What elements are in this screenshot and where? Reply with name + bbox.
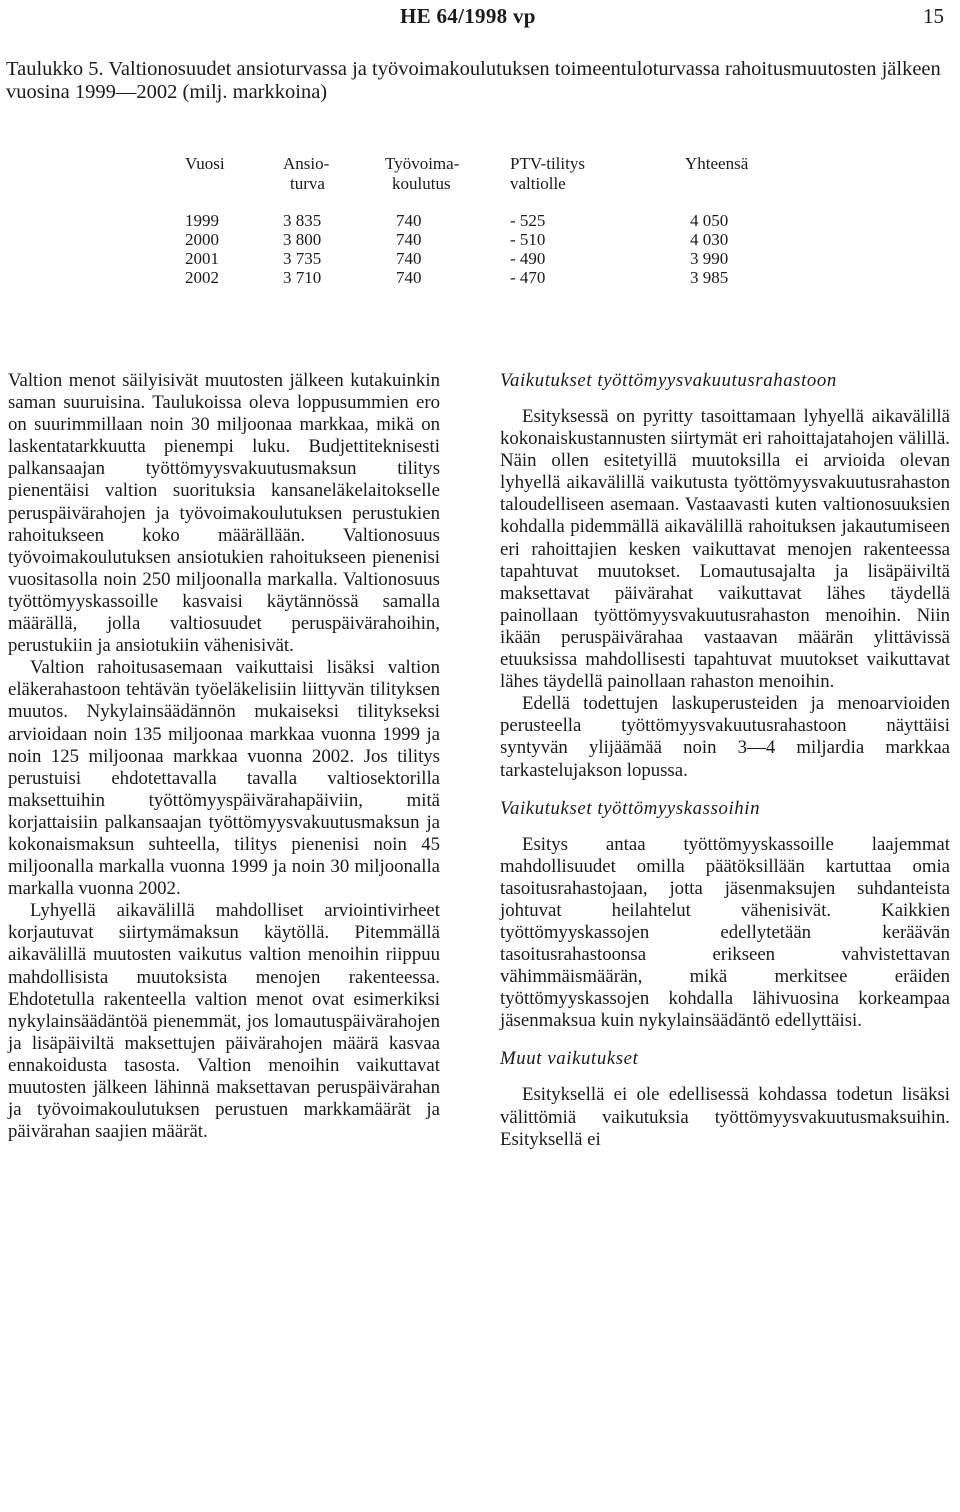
column-header-total: Yhteensä	[685, 154, 749, 173]
table-caption: Taulukko 5. Valtionosuudet ansioturvassa ja työvoimakoulutuksen toimeentuloturvassa rahoitusmuutosten jälkeen vuosina 1999—2002 (milj. markkoina)	[6, 58, 941, 103]
body-paragraph: Esityksellä ei ole edellisessä kohdassa todetun lisäksi välittömiä vaikutuksia työttömyysvakuutusmaksuihin. Esityksellä ei	[500, 1084, 950, 1150]
table-cell-ptv: - 490	[510, 249, 546, 268]
table-cell-ansioturva: 3 710	[283, 268, 322, 287]
page-header	[0, 4, 960, 30]
table-cell-ptv: - 510	[510, 230, 546, 249]
section-heading: Vaikutukset työttömyyskassoihin	[500, 797, 761, 819]
table-cell-year: 1999	[185, 211, 219, 230]
column-header-year: Vuosi	[185, 154, 225, 173]
section-heading: Muut vaikutukset	[500, 1048, 639, 1070]
column-header-ansioturva-line1: Ansio-	[283, 154, 330, 173]
table-cell-tyovoimakoulutus: 740	[396, 211, 422, 230]
table-cell-ansioturva: 3 835	[283, 211, 322, 230]
page-number: 15	[923, 4, 944, 28]
table-cell-year: 2002	[185, 268, 219, 287]
column-header-ptv-line1: PTV-tilitys	[510, 154, 585, 173]
table-cell-year: 2000	[185, 230, 219, 249]
body-paragraph: Esityksessä on pyritty tasoittamaan lyhyellä aikavälillä kokonaiskustannusten siirtymät eri rahoittajatahojen välillä. Näin ollen esitetyillä muutoksilla ei arvioida olevan lyhyellä aikavälillä vaikutusta työttömyysvakuutusrahaston taloudelliseen asemaan. Vastaavasti kuten valtionosuuksien kohdalla pidemmällä aikavälillä rahoituksen jakautumiseen eri rahoittajien kesken vaikuttavat menojen rakenteessa tapahtuvat muutokset. Lomautusajalta ja lisäpäiviltä maksettavat päivärahat vaikuttavat lähes täydellä painollaan työttömyysvakuutusrahaston menoihin. Niin ikään peruspäivärahaa vastaavan määrän ylittävissä etuuksissa mahdollisesti tapahtuvat muutokset vaikuttavat lähes täydellä painollaan rahaston menoihin.	[500, 406, 950, 693]
left-column	[8, 370, 440, 1143]
body-paragraph: Lyhyellä aikavälillä mahdolliset arviointivirheet korjautuvat siirtymämaksun käytöllä. Pitemmällä aikavälillä muutosten vaikutus valtion menoihin riippuu mahdollisista muutoksista menojen rakenteessa. Ehdotetulla rakenteella valtion menot ovat esimerkiksi nykylainsäädäntöä pienemmät, jos lomautuspäivärahojen ja lisäpäiviltä maksettujen päivärahojen määrä kasvaa ennakoidusta tasosta. Valtion menoihin vaikuttavat muutosten jälkeen lähinnä maksettavan peruspäivärahan ja työvoimakoulutuksen perustuen markkamäärät ja päivärahan saajien määrät.	[8, 900, 440, 1143]
table-cell-total: 3 985	[690, 268, 729, 287]
column-header-ansioturva-line2: turva	[290, 174, 325, 193]
table-cell-tyovoimakoulutus: 740	[396, 268, 422, 287]
table-cell-total: 4 030	[690, 230, 729, 249]
table-cell-ptv: - 525	[510, 211, 546, 230]
table-cell-ansioturva: 3 735	[283, 249, 322, 268]
body-paragraph: Edellä todettujen laskuperusteiden ja menoarvioiden perusteella työttömyysvakuutusrahastoon näyttäisi syntyvän ylijäämää noin 3—4 miljardia markkaa tarkastelujakson lopussa.	[500, 693, 950, 781]
column-header-tyovoimakoulutus-line1: Työvoima-	[385, 154, 460, 173]
body-paragraph: Valtion menot säilyisivät muutosten jälkeen kutakuinkin saman suuruisina. Taulukoissa oleva loppusummien ero on suurimmillaan noin 30 miljoonaa markkaa, mikä on laskentatarkkuutta pienempi luku. Budjettiteknisesti palkansaajan työttömyysvakuutusmaksun tilitys pienentäisi valtion suorituksia kansaneläkelaitokselle peruspäivärahojen ja työvoimakoulutuksen perustukien rahoitukseen koko määrällään. Valtionosuus työvoimakoulutuksen ansiotukien rahoitukseen pienenisi vuositasolla noin 250 miljoonalla markalla. Valtionosuus työttömyyskassoille kasvaisi käytännössä samalla määrällä, jolla valtiosuudet peruspäivärahoihin, perustukiin ja ansiotukiin vähenisivät.	[8, 370, 440, 657]
table-cell-tyovoimakoulutus: 740	[396, 249, 422, 268]
body-paragraph: Esitys antaa työttömyyskassoille laajemmat mahdollisuudet omilla päätöksillään kartuttaa omia tasoitusrahastojaan, jotta jäsenmaksujen suhdanteista johtuvat heilahtelut vähenisivät. Kaikkien työttömyyskassojen edellytetään keräävän tasoitusrahastoonsa erikseen vahvistettavan vähimmäismäärän, mikä merkitsee eräiden työttömyyskassojen kohdalla lähivuosina korkeampaa jäsenmaksua kuin nykylainsäädäntö edellyttäisi.	[500, 833, 950, 1032]
right-column	[500, 370, 950, 1151]
table-cell-total: 3 990	[690, 249, 729, 268]
body-paragraph: Valtion rahoitusasemaan vaikuttaisi lisäksi valtion eläkerahastoon tehtävän työeläkelisiin liittyvän tilityksen muutos. Nykylainsäädännön mukaiseksi tilitykseksi arvioidaan noin 135 miljoonaa markkaa vuonna 1999 ja noin 125 miljoonaa markkaa vuonna 2002. Jos tilitys perustuisi ehdotettavalla tavalla valtiosektorilla maksettuihin työttömyyspäivärahapäiviin, mitä korjattaisiin palkansaajan työttömyysvakuutusmaksun ja kokonaismaksun suhteella, tilitys pienenisi noin 45 miljoonalla markalla vuonna 1999 ja noin 30 miljoonalla markalla vuonna 2002.	[8, 657, 440, 900]
table-cell-ptv: - 470	[510, 268, 546, 287]
document-id: HE 64/1998 vp	[400, 4, 536, 28]
table-cell-total: 4 050	[690, 211, 729, 230]
table-cell-year: 2001	[185, 249, 219, 268]
section-heading: Vaikutukset työttömyysvakuutusrahastoon	[500, 370, 837, 391]
table-cell-ansioturva: 3 800	[283, 230, 322, 249]
table-cell-tyovoimakoulutus: 740	[396, 230, 422, 249]
column-header-ptv-line2: valtiolle	[510, 174, 566, 193]
column-header-tyovoimakoulutus-line2: koulutus	[392, 174, 451, 193]
